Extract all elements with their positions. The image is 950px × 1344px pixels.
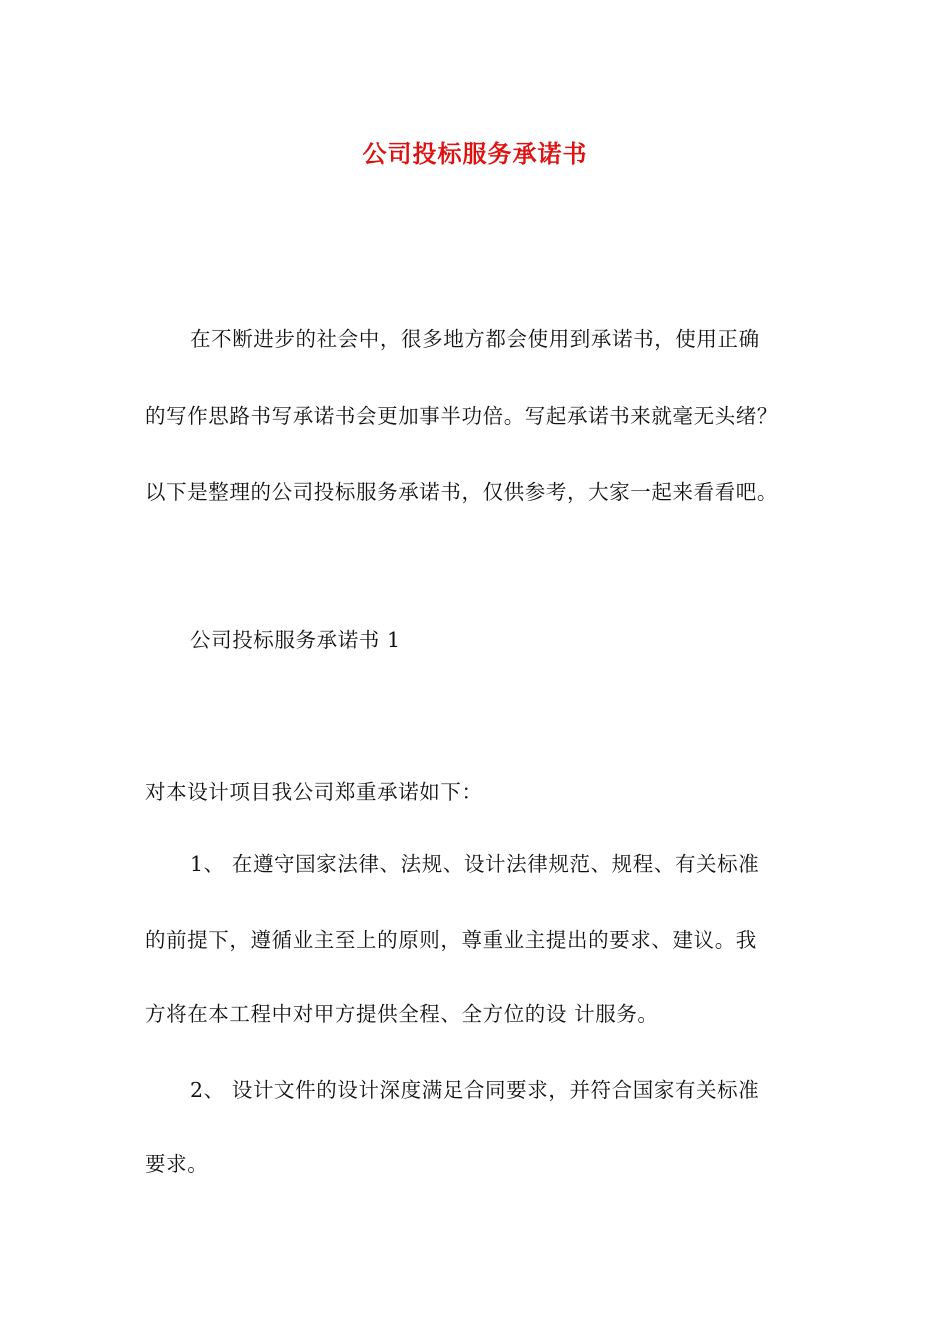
intro-line-2: 的写作思路书写承诺书会更加事半功倍。写起承诺书来就毫无头绪？ (145, 404, 778, 428)
intro-line-1: 在不断进步的社会中，很多地方都会使用到承诺书，使用正确 (190, 327, 760, 351)
item-1-line-3: 方将在本工程中对甲方提供全程、全方位的设 计服务。 (145, 1002, 659, 1026)
document-title: 公司投标服务承诺书 (362, 139, 588, 168)
item-2-line-1: 2、 设计文件的设计深度满足合同要求，并符合国家有关标准 (190, 1078, 760, 1102)
item-1-line-1: 1、 在遵守国家法律、法规、设计法律规范、规程、有关标准 (190, 852, 760, 876)
section-heading: 公司投标服务承诺书 1 (190, 628, 401, 652)
lead-paragraph: 对本设计项目我公司郑重承诺如下： (145, 780, 483, 804)
item-2-line-2: 要求。 (145, 1152, 209, 1176)
item-1-line-2: 的前提下，遵循业主至上的原则，尊重业主提出的要求、建议。我 (145, 928, 757, 952)
intro-line-3: 以下是整理的公司投标服务承诺书，仅供参考，大家一起来看看吧。 (145, 480, 778, 504)
